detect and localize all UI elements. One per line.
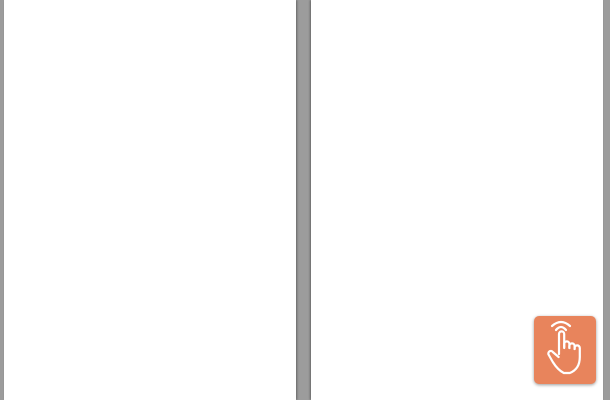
document-page-1 [4,0,296,400]
tap-hand-icon [534,316,596,384]
question-list-page-2 [331,32,585,35]
touch-gesture-button[interactable] [534,316,596,384]
